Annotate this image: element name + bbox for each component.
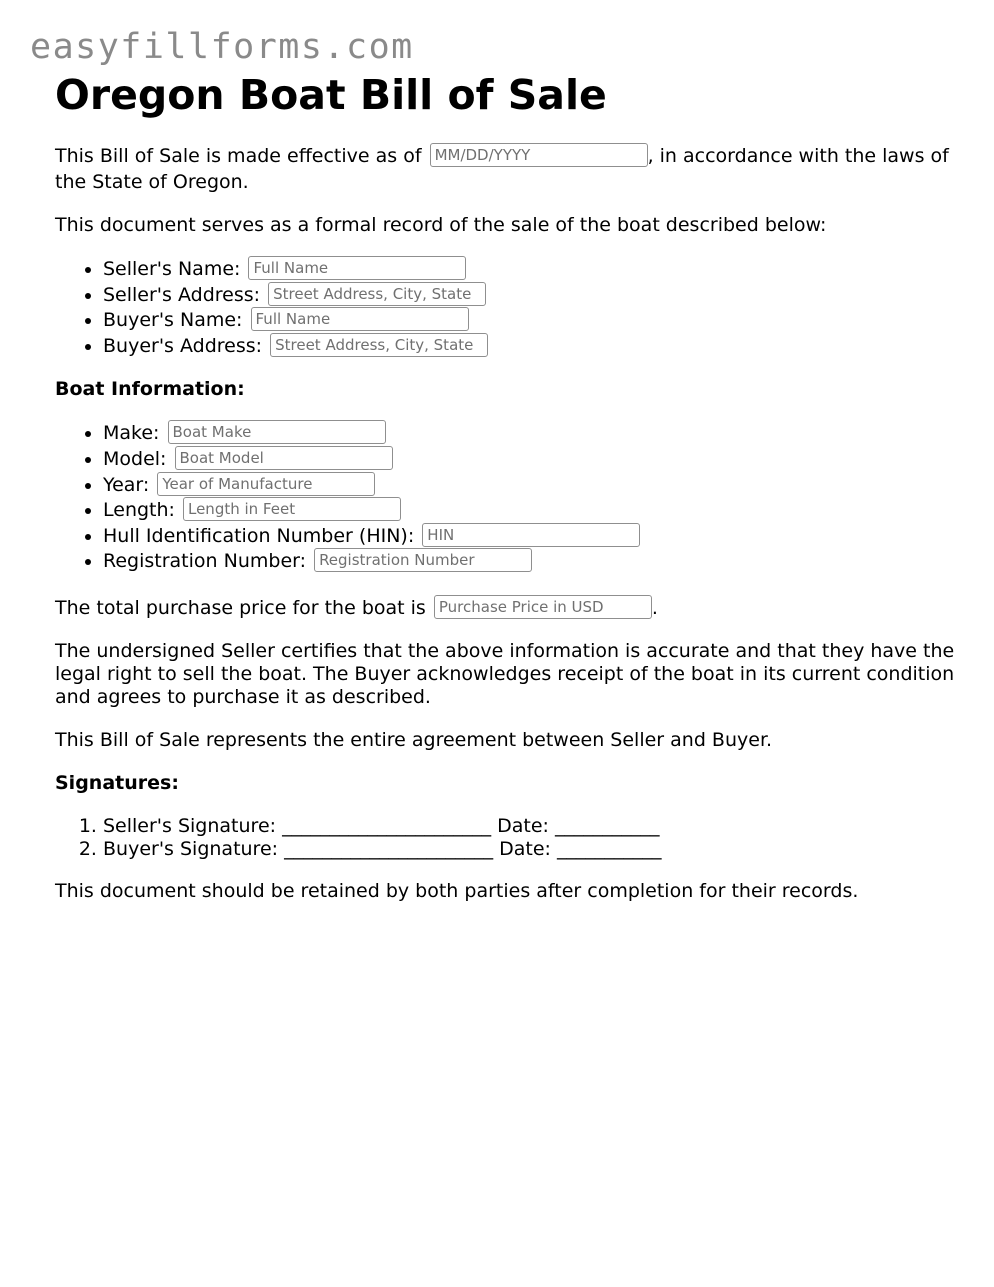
seller-name-label: Seller's Name: [103,258,241,280]
hin-input[interactable] [422,523,640,547]
list-item [103,334,955,360]
boat-information-heading: Boat Information: [55,378,245,401]
seller-name-input[interactable] [248,256,466,280]
intro-text-after: , in accordance with the laws of the State of Oregon. [55,145,949,193]
boat-model-label: Model: [103,447,167,470]
list-item [103,283,955,309]
intro-text-before: This Bill of Sale is made effective as of [55,145,428,167]
seller-address-input[interactable] [268,282,486,306]
entire-agreement-paragraph: This Bill of Sale represents the entire agreement between Seller and Buyer. [55,728,773,751]
list-item [103,549,955,575]
hin-label: Hull Identification Number (HIN): [103,524,415,547]
signatures-heading: Signatures: [55,771,179,794]
intro-paragraph [55,143,955,195]
certification-paragraph: The undersigned Seller certifies that the above information is accurate and that they have the legal right to sell the boat. The Buyer acknowledges receipt of the boat in its current condition and agrees to purchase it as described. [55,639,955,708]
list-item [103,473,955,499]
list-item [103,257,955,283]
list-item [103,498,955,524]
list-item [103,308,955,334]
boat-make-label: Make: [103,422,160,445]
buyer-address-input[interactable] [270,333,488,357]
registration-number-input[interactable] [314,548,532,572]
list-item [103,421,955,447]
page-title: Oregon Boat Bill of Sale [55,71,607,119]
record-sentence: This document serves as a formal record of the sale of the boat described below: [55,214,827,236]
buyer-address-label: Buyer's Address: [103,334,263,357]
registration-number-label: Registration Number: [103,550,307,573]
boat-year-label: Year: [103,473,150,496]
buyer-name-label: Buyer's Name: [103,309,243,332]
retention-paragraph: This document should be retained by both parties after completion for their records. [55,879,859,902]
boat-make-input[interactable] [168,420,386,444]
boat-model-input[interactable] [175,446,393,470]
buyer-name-input[interactable] [251,307,469,331]
purchase-price-input[interactable] [434,595,652,619]
parties-list [55,257,955,359]
list-item [103,524,955,550]
buyer-signature-line: 2. Buyer's Signature: ______________________ Date: ___________ [103,838,955,861]
boat-year-input[interactable] [157,472,375,496]
signatures-list [55,815,955,861]
price-paragraph [55,597,955,620]
effective-date-input[interactable] [430,143,648,167]
seller-signature-line: 1. Seller's Signature: ______________________ Date: ___________ [103,815,955,838]
boat-length-label: Length: [103,499,175,522]
price-text-after: . [651,596,658,619]
seller-address-label: Seller's Address: [103,283,261,306]
boat-length-input[interactable] [183,497,401,521]
watermark: easyfillforms.com [30,27,414,67]
list-item [103,447,955,473]
boat-info-list [55,421,955,575]
document-body [55,70,955,903]
price-text-before: The total purchase price for the boat is [55,596,432,619]
